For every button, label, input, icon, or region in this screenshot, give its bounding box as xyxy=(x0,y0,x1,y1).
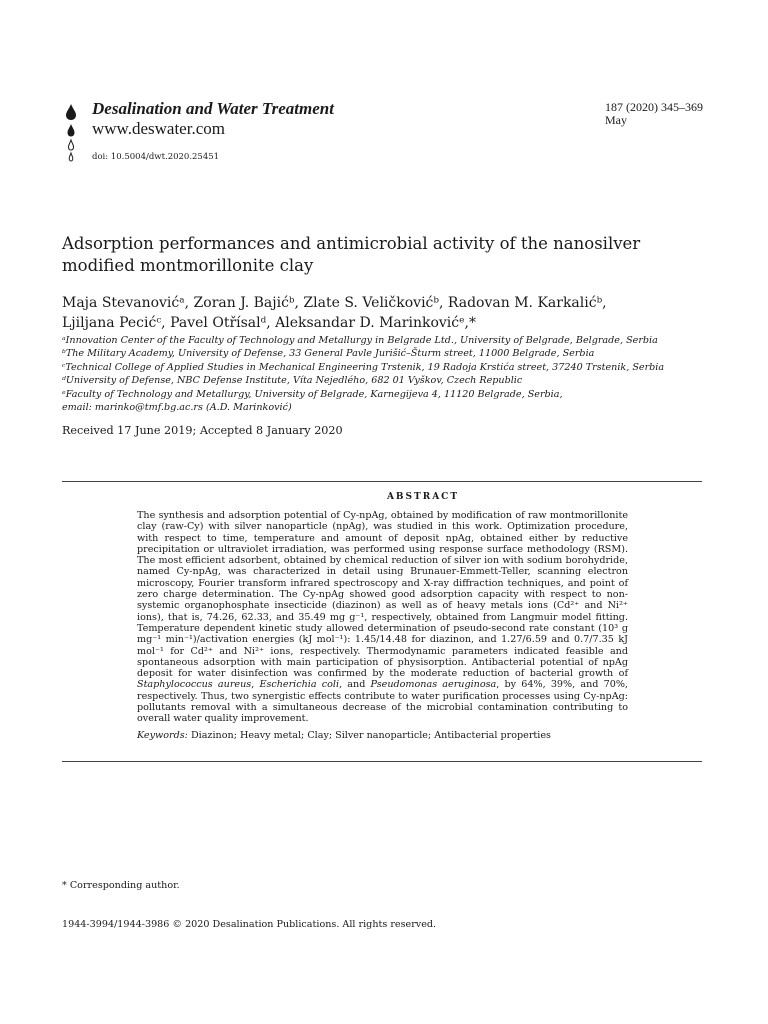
issue-month: May xyxy=(605,113,627,127)
abstract-separator: , xyxy=(251,679,260,691)
bacteria-name: Staphylococcus aureus xyxy=(137,679,252,691)
abstract-separator: , and xyxy=(339,679,371,691)
divider-bottom xyxy=(62,761,702,762)
affiliation: ᶜTechnical College of Applied Studies in Mechanical Engineering Trstenik, 19 Radoja Krstića street, 37240 Trstenik, Serbia xyxy=(62,361,665,373)
divider-top xyxy=(62,481,702,482)
title-line: modified montmorillonite clay xyxy=(62,256,314,275)
affiliations xyxy=(62,334,712,414)
authors-line: Maja Stevanovićᵃ, Zoran J. Bajićᵇ, Zlate S. Veličkovićᵇ, Radovan M. Karkalićᵇ, xyxy=(62,295,607,311)
journal-url[interactable]: www.deswater.com xyxy=(92,119,225,138)
abstract-part: The synthesis and adsorption potential of Cy-npAg, obtained by modification of raw montmorillonite clay (raw-Cy) with silver nanoparticle (npAg), was studied in this work. Optimization procedure, with respect to time, temperature and amount of deposit npAg, obtained either by reductive precipitation or ultraviolet irradiation, was performed using response surface methodology (RSM). The most efficient adsorbent, obtained by chemical reduction of silver ion with sodium borohydride, named Cy-npAg, was characterized in detail using Brunauer-Emmett-Teller, scanning electron microscopy, Fourier transform infrared spectroscopy and X-ray diffraction techniques, and point of zero charge determination. The Cy-npAg showed good adsorption capacity with respect to non-systemic organophosphate insecticide (diazinon) as well as of heavy metals ions (Cd²⁺ and Ni²⁺ ions), that is, 74.26, 62.33, and 35.49 mg g⁻¹, respectively, obtained from Langmuir model fitting. Temperature dependent kinetic study allowed determination of pseudo-second rate constant (10³ g mg⁻¹ min⁻¹)/activation energies (kJ mol⁻¹): 1.45/14.48 for diazinon, and 1.27/6.59 and 0.7/7.35 kJ mol⁻¹ for Cd²⁺ and Ni²⁺ ions, respectively. Thermodynamic parameters indicated feasible and spontaneous adsorption with main participation of physisorption. Antibacterial potential of npAg deposit for water disinfection was confirmed by the moderate reduction of bacterial growth of xyxy=(137,510,628,680)
affiliation: ᵈUniversity of Defense, NBC Defense Institute, Víta Nejedlého, 682 01 Vyškov, Czech Republic xyxy=(62,375,523,387)
keywords-list: Diazinon; Heavy metal; Clay; Silver nanoparticle; Antibacterial properties xyxy=(190,730,551,741)
received-dates: Received 17 June 2019; Accepted 8 January 2020 xyxy=(62,424,343,437)
affiliation: ᵃInnovation Center of the Faculty of Technology and Metallurgy in Belgrade Ltd., University of Belgrade, Belgrade, Serbia xyxy=(62,335,658,346)
corresponding-footnote: * Corresponding author. xyxy=(62,880,180,891)
authors-line: Ljiljana Pecićᶜ, Pavel Otřísalᵈ, Aleksandar D. Marinkovićᵉ,* xyxy=(62,315,476,331)
author-list xyxy=(62,293,702,333)
bacteria-name: Pseudomonas aeruginosa xyxy=(370,679,497,691)
journal-logo-icon xyxy=(64,103,78,163)
doi[interactable]: doi: 10.5004/dwt.2020.25451 xyxy=(92,152,220,162)
keywords xyxy=(137,730,697,741)
title-line: Adsorption performances and antimicrobial activity of the nanosilver xyxy=(62,234,641,253)
abstract-part: , by 64%, 39%, and 70%, respectively. Thus, two synergistic effects contribute to water purification processes using Cy-npAg: pollutants removal with a simultaneous decrease of the microbial contamination contributing to overall water quality improvement. xyxy=(137,679,628,725)
abstract-text xyxy=(137,510,628,725)
article-title xyxy=(62,233,702,277)
journal-name: Desalination and Water Treatment xyxy=(92,99,334,118)
copyright-line: 1944-3994/1944-3986 © 2020 Desalination Publications. All rights reserved. xyxy=(62,919,437,930)
corresponding-email[interactable]: email: marinko@tmf.bg.ac.rs (A.D. Marinković) xyxy=(62,402,292,414)
volume-line: 187 (2020) 345–369 xyxy=(605,100,703,114)
affiliation: ᵉFaculty of Technology and Metallurgy, University of Belgrade, Karnegijeva 4, 11120 Belgrade, Serbia, xyxy=(62,388,563,400)
volume-info xyxy=(605,101,703,127)
keywords-label: Keywords: xyxy=(137,730,188,741)
affiliation: ᵇThe Military Academy, University of Defense, 33 General Pavle Jurišić–Šturm street, 11000 Belgrade, Serbia xyxy=(62,348,595,360)
bacteria-name: Escherichia coli xyxy=(259,679,340,691)
abstract-heading: ABSTRACT xyxy=(386,492,460,502)
